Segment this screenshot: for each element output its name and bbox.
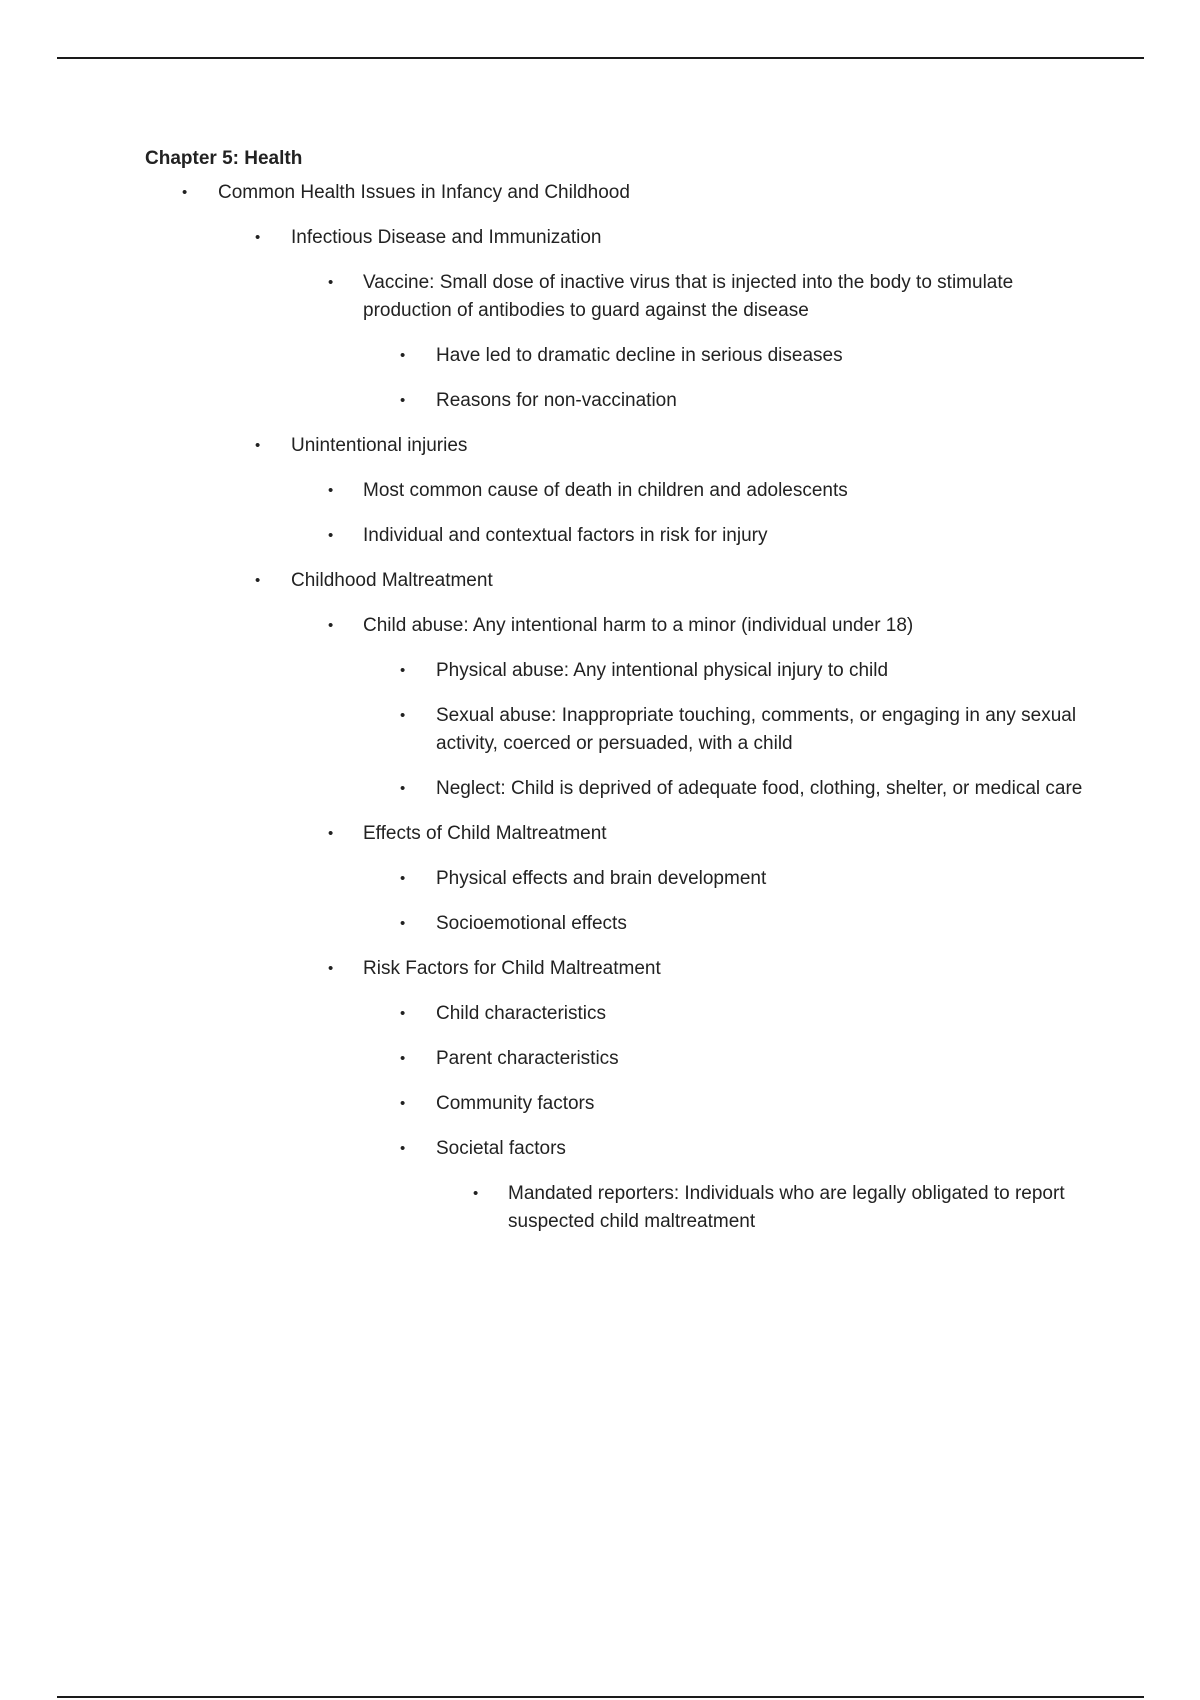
outline-item-text: Child characteristics [436,1003,606,1024]
outline-item [0,820,1200,848]
outline-item [0,269,1200,325]
outline-item [0,1135,1200,1163]
header-rule [57,57,1144,59]
bullet-icon: • [328,960,334,977]
outline-item-text: Risk Factors for Child Maltreatment [363,958,661,979]
outline-item-text: Parent characteristics [436,1048,619,1069]
outline-item-text: Unintentional injuries [291,435,468,456]
outline-item-text: Effects of Child Maltreatment [363,823,607,844]
bullet-icon: • [400,1050,406,1067]
outline-item-text: Community factors [436,1093,595,1114]
outline-item [0,702,1200,758]
bullet-icon: • [328,482,334,499]
outline-item [0,657,1200,685]
outline-item-text: Have led to dramatic decline in serious diseases [436,345,843,366]
outline-item [0,1090,1200,1118]
outline-item-text: Physical effects and brain development [436,868,767,889]
outline-item-text: Vaccine: Small dose of inactive virus that is injected into the body to stimulate production of antibodies to guard against the disease [363,272,1014,321]
bullet-icon: • [400,870,406,887]
outline-item [0,567,1200,595]
outline-item [0,522,1200,550]
bullet-icon: • [400,1005,406,1022]
outline-item-text: Child abuse: Any intentional harm to a minor (individual under 18) [363,615,914,636]
outline-item-text: Reasons for non-vaccination [436,390,677,411]
outline-item-text: Infectious Disease and Immunization [291,227,602,248]
outline-item [0,387,1200,415]
outline-item [0,775,1200,803]
bullet-icon: • [400,392,406,409]
bullet-icon: • [328,617,334,634]
bullet-icon: • [400,915,406,932]
outline-item-text: Socioemotional effects [436,913,627,934]
outline-item-text: Individual and contextual factors in risk for injury [363,525,768,546]
outline-item [0,955,1200,983]
bullet-icon: • [400,347,406,364]
bullet-icon: • [400,1095,406,1112]
bullet-icon: • [255,437,261,454]
outline-item-text: Most common cause of death in children and adolescents [363,480,848,501]
outline-item [0,865,1200,893]
bullet-icon: • [328,274,334,291]
outline-item [0,179,1200,207]
outline-item [0,1180,1200,1236]
bullet-icon: • [255,572,261,589]
outline-item [0,1000,1200,1028]
bullet-icon: • [473,1185,479,1202]
bullet-icon: • [328,825,334,842]
outline-item [0,224,1200,252]
bullet-icon: • [400,1140,406,1157]
outline-item-text: Common Health Issues in Infancy and Childhood [218,182,630,203]
bullet-icon: • [328,527,334,544]
bullet-icon: • [182,184,188,201]
bullet-icon: • [255,229,261,246]
bullet-icon: • [400,662,406,679]
outline-list [0,179,1200,1253]
outline-item [0,477,1200,505]
outline-item-text: Childhood Maltreatment [291,570,493,591]
outline-item [0,342,1200,370]
bullet-icon: • [400,707,406,724]
outline-item-text: Physical abuse: Any intentional physical injury to child [436,660,889,681]
bullet-icon: • [400,780,406,797]
outline-item-text: Mandated reporters: Individuals who are legally obligated to report suspected child maltreatment [508,1183,1065,1232]
outline-item-text: Neglect: Child is deprived of adequate food, clothing, shelter, or medical care [436,778,1083,799]
outline-item [0,432,1200,460]
outline-item [0,910,1200,938]
outline-item-text: Sexual abuse: Inappropriate touching, comments, or engaging in any sexual activity, coerced or persuaded, with a child [436,705,1077,754]
outline-item [0,1045,1200,1073]
page-title: Chapter 5: Health [145,148,303,169]
outline-item-text: Societal factors [436,1138,566,1159]
footer-rule [57,1696,1144,1698]
outline-item [0,612,1200,640]
